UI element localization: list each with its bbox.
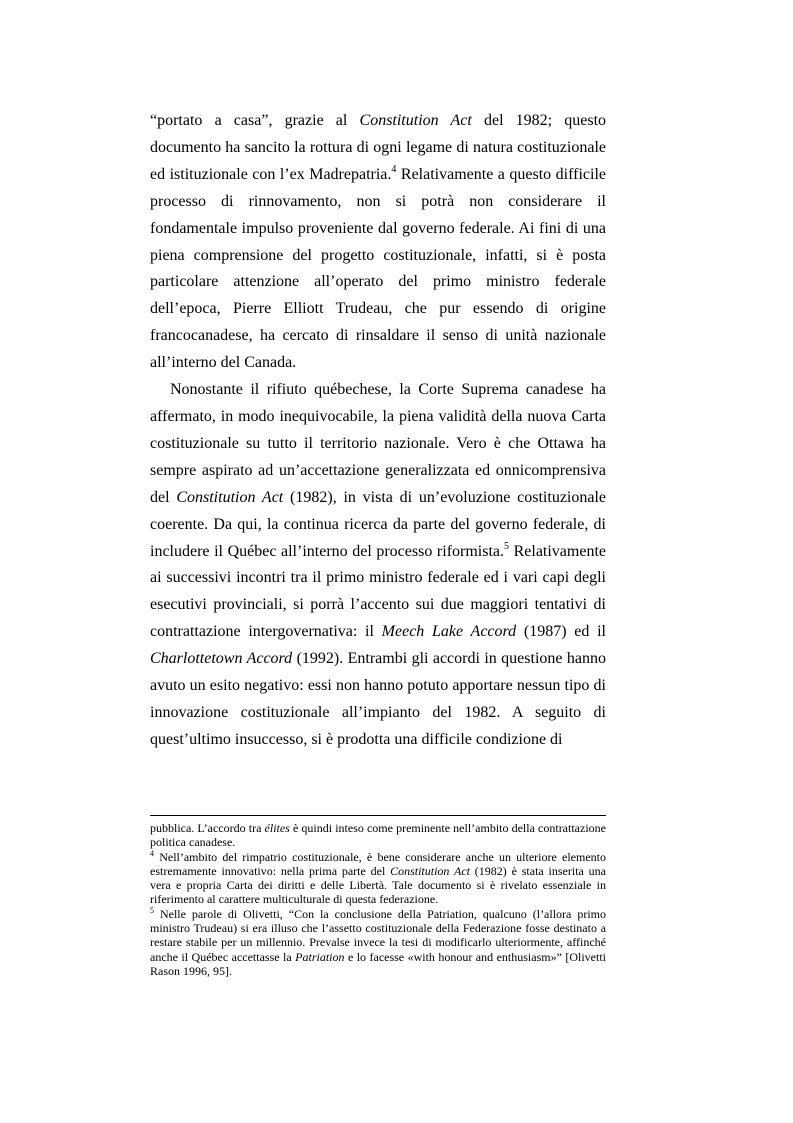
footnote-number: 4 (150, 848, 154, 858)
italic-title: Charlottetown Accord (150, 650, 293, 668)
italic-term: élites (264, 821, 290, 835)
footnote-ref-4[interactable]: 4 (391, 163, 397, 175)
text-span: “portato a casa”, grazie al (150, 112, 360, 129)
italic-title: Constitution Act (359, 112, 472, 129)
italic-title: Constitution Act (390, 863, 470, 878)
text-span: Relativamente ai successivi incontri tra il primo ministro federale ed i vari capi degli esecutivi provinciali, si porrà l’accento sui due maggiori tentativi di contrattazione intergovernativa: il (150, 542, 606, 641)
paragraph-2 (150, 377, 606, 754)
text-span: (1982) è stata inserita una vera e propria Carta dei diritti e delle Libertà. Tale documento si è rivelato essenziale in riferimento al carattere multiculturale di questa federazione. (150, 863, 606, 907)
italic-title: Constitution Act (176, 488, 284, 506)
footnote-separator (150, 815, 606, 816)
text-span: pubblica. L’accordo tra (150, 821, 265, 835)
text-span: Relativamente a questo difficile processo di rinnovamento, non si potrà non considerare il fondamentale impulso proveniente dal governo federale. Ai fini di una piena comprensione del progetto costituzionale, infatti, si è posta particolare attenzione all’operato del primo ministro federale dell’epoca, Pierre Elliott Trudeau, che pur essendo di origine francocanadese, ha cercato di rinsaldare il senso di unità nazionale all’interno del Canada. (150, 165, 606, 372)
text-span: (1992). Entrambi gli accordi in questione hanno avuto un esito negativo: essi non hanno potuto apportare nessun tipo di innovazione costituzionale all’impianto del 1982. A seguito di quest’ultimo insuccesso, si è prodotta una difficile condizione di (150, 650, 606, 748)
text-span: è quindi inteso come preminente nell’ambito della contrattazione politica canadese. (150, 821, 606, 850)
footnotes (150, 821, 606, 978)
footnote-4 (150, 850, 606, 907)
text-span: e lo facesse «with honour and enthusiasm»” [Olivetti Rason 1996, 95]. (150, 949, 607, 978)
body-text (150, 108, 606, 754)
text-span: del 1982; questo documento ha sancito la rottura di ogni legame di natura costituzionale ed istituzionale con l’ex Madrepatria. (150, 112, 607, 183)
footnote-number: 5 (150, 905, 154, 915)
text-span: Nell’ambito del rimpatrio costituzionale, è bene considerare anche un ulteriore elemento estremamente innovativo: nella prima parte del (150, 849, 606, 878)
italic-title: Meech Lake Accord (381, 623, 517, 641)
italic-title: Patriation (295, 949, 345, 964)
paragraph-1 (150, 108, 606, 377)
footnote-continuation (150, 821, 606, 850)
text-span: Nelle parole di Olivetti, “Con la conclusione della Patriation, qualcuno (l’allora primo ministro Trudeau) si era illuso che l’assetto costituzionale della Federazione fosse destinato a restare stabile per un millennio. Prevalse invece la tesi di modificarlo ulteriormente, affinché anche il Québec accettasse la (150, 906, 606, 964)
text-span: Nonostante il rifiuto québechese, la Corte Suprema canadese ha affermato, in modo inequivocabile, la piena validità della nuova Carta costituzionale su tutto il territorio nazionale. Vero è che Ottawa ha sempre aspirato ad un’accettazione generalizzata ed onnicomprensiva del (150, 381, 606, 506)
footnote-ref-5[interactable]: 5 (504, 540, 510, 552)
footnote-5 (150, 907, 606, 978)
text-span: (1982), in vista di un’evoluzione costituzionale coerente. Da qui, la continua ricerca da parte del governo federale, di includere il Québec all’interno del processo riformista. (150, 488, 607, 560)
text-span: (1987) ed il (516, 623, 606, 641)
